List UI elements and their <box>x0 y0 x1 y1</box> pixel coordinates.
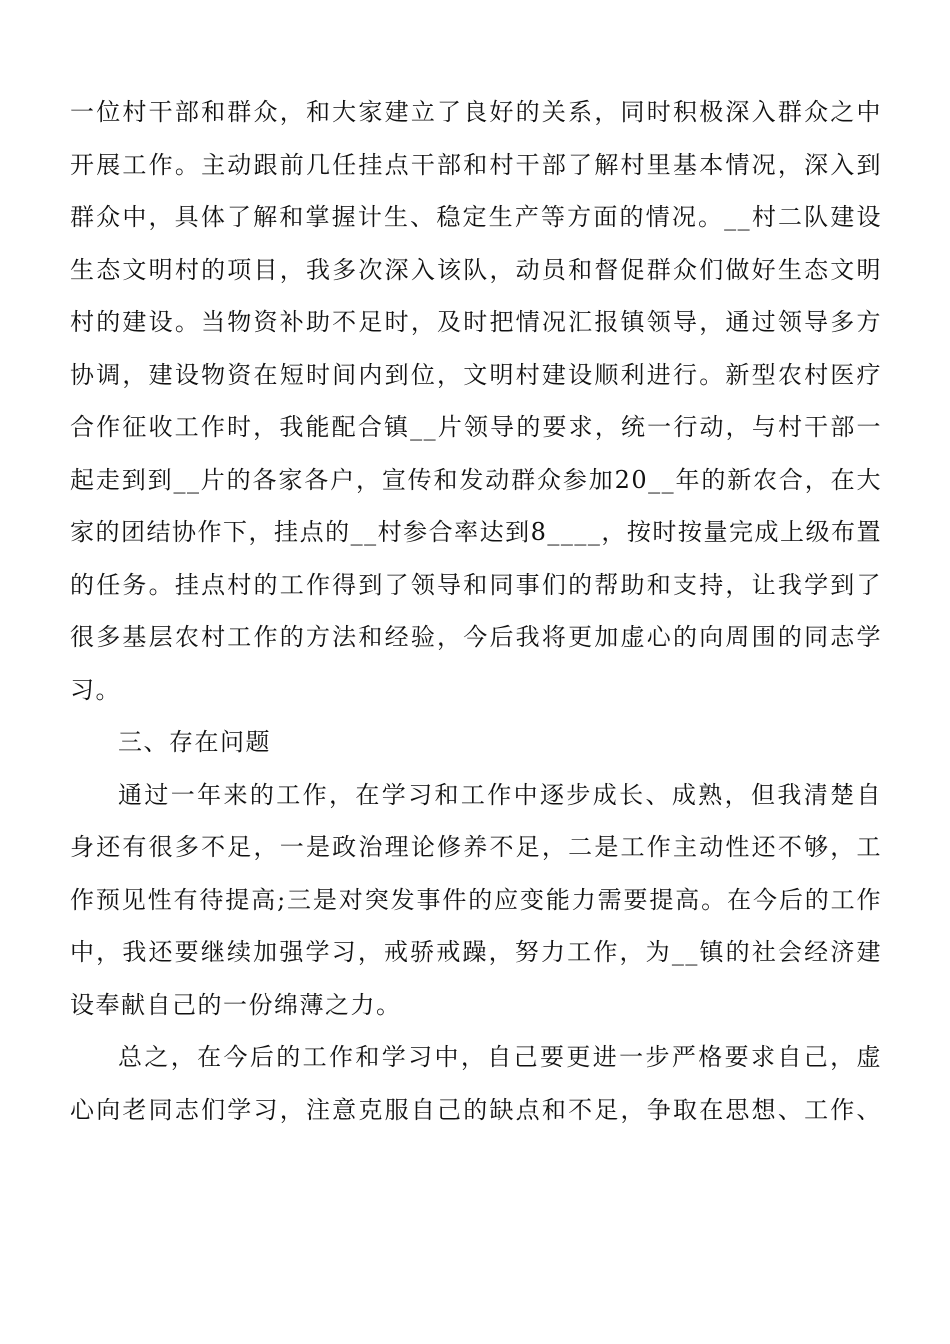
text-line: 设奉献自己的一份绵薄之力。 <box>70 990 402 1019</box>
text-line: 村的建设。当物资补助不足时，及时把情况汇报镇领导，通过领导多方 <box>70 308 882 336</box>
document-page <box>70 92 882 1142</box>
text-line: 开展工作。主动跟前几任挂点干部和村干部了解村里基本情况，深入到 <box>70 150 882 179</box>
text-line: 中，我还要继续加强学习，戒骄戒躁，努力工作，为__镇的社会经济建 <box>70 938 882 966</box>
text-line: 总之，在今后的工作和学习中，自己要更进一步严格要求自己，虚 <box>118 1043 882 1071</box>
text-line: 心向老同志们学习，注意克服自己的缺点和不足，争取在思想、工作、 <box>70 1095 882 1124</box>
text-line: 家的团结协作下，挂点的__村参合率达到8____，按时按量完成上级布置 <box>70 518 882 546</box>
text-line: 起走到到__片的各家各户，宣传和发动群众参加20__年的新农合，在大 <box>70 465 882 494</box>
text-line: 习。 <box>70 675 121 704</box>
text-line: 身还有很多不足，一是政治理论修养不足，二是工作主动性还不够，工 <box>70 833 882 861</box>
text-line: 生态文明村的项目，我多次深入该队，动员和督促群众们做好生态文明 <box>70 255 882 284</box>
text-line: 通过一年来的工作，在学习和工作中逐步成长、成熟，但我清楚自 <box>118 780 882 809</box>
text-line: 作预见性有待提高;三是对突发事件的应变能力需要提高。在今后的工作 <box>70 885 882 914</box>
text-line: 合作征收工作时，我能配合镇__片领导的要求，统一行动，与村干部一 <box>70 413 882 441</box>
section-heading: 三、存在问题 <box>118 728 271 756</box>
text-line: 一位村干部和群众，和大家建立了良好的关系，同时积极深入群众之中 <box>70 98 882 126</box>
text-line: 协调，建设物资在短时间内到位，文明村建设顺利进行。新型农村医疗 <box>70 360 882 389</box>
text-line: 群众中，具体了解和掌握计生、稳定生产等方面的情况。__村二队建设 <box>70 203 882 231</box>
text-line: 很多基层农村工作的方法和经验，今后我将更加虚心的向周围的同志学 <box>70 623 882 651</box>
text-line: 的任务。挂点村的工作得到了领导和同事们的帮助和支持，让我学到了 <box>70 570 882 599</box>
